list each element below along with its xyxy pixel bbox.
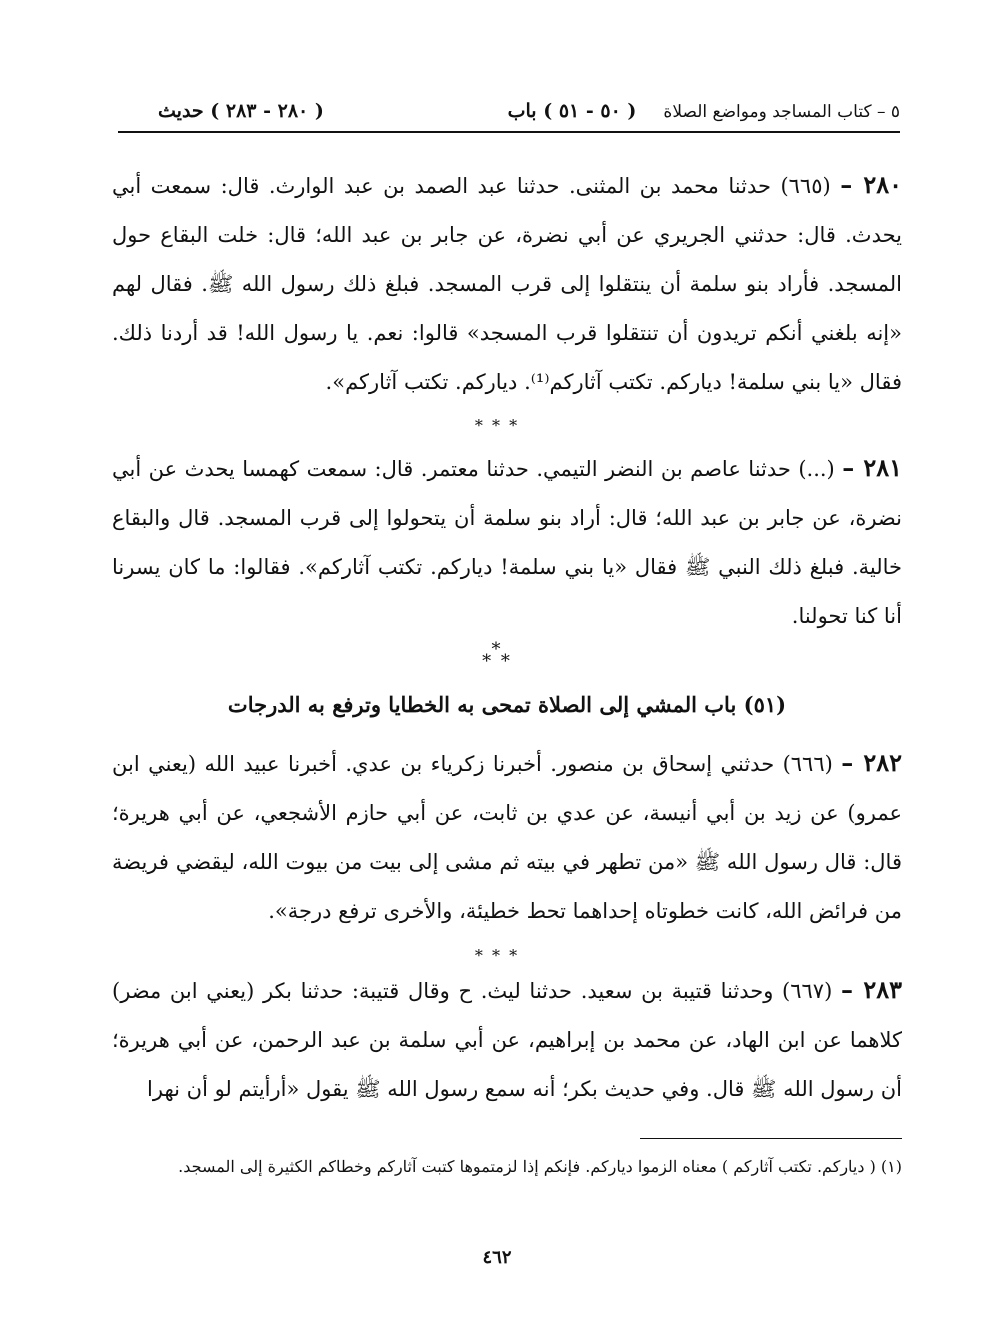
footnote-rule — [640, 1138, 902, 1139]
header-hadith-range: ( ٢٨٠ - ٢٨٣ ) حديث — [158, 100, 324, 122]
hadith-text: (٦٦٦) حدثني إسحاق بن منصور. أخبرنا زكرياء بن عدي. أخبرنا عبيد الله (يعني ابن عمرو) عن زيد بن أبي أنيسة، عن عدي بن ثابت، عن أبي حازم الأشجعي، عن أبي هريرة؛ قال: قال رسول الله ﷺ «من تطهر في بيته ثم مشى إلى بيت من بيوت الله، ليقضي فريضة من فرائض الله، كانت خطوتاه إحداهما تحط خطيئة، والأخرى ترفع درجة». — [112, 752, 902, 923]
footnote: (١) ( دياركم. تكتب آثاركم ) معناه الزموا دياركم. فإنكم إذا لزمتموها كتبت آثاركم وخطاكم الكثيرة إلى المسجد. — [178, 1157, 902, 1176]
header-bab-range: ( ٥٠ - ٥١ ) باب — [507, 100, 637, 122]
hadith-283 — [112, 965, 902, 1114]
hadith-text: (٦٦٥) حدثنا محمد بن المثنى. حدثنا عبد الصمد بن عبد الوارث. قال: سمعت أبي يحدث. قال: حدثني الجريري عن أبي نضرة، عن جابر بن عبد الله؛ قال: خلت البقاع حول المسجد. فأراد بنو سلمة أن ينتقلوا إلى قرب المسجد. فبلغ ذلك رسول الله ﷺ. فقال لهم «إنه بلغني أنكم تريدون أن تنتقلوا قرب المسجد» قالوا: نعم. يا رسول الله! قد أردنا ذلك. فقال «يا بني سلمة! دياركم. تكتب آثاركم⁽¹⁾. دياركم. تكتب آثاركم». — [112, 174, 902, 394]
hadith-282 — [112, 738, 902, 936]
hadith-281 — [112, 443, 902, 641]
header-rule — [118, 131, 900, 133]
hadith-number: ٢٨١ – — [842, 453, 902, 482]
header-hadith-info — [158, 100, 324, 122]
header-chapter-info — [508, 100, 900, 122]
header-chapter: ٥ – كتاب المساجد ومواضع الصلاة — [663, 102, 900, 122]
hadith-number: ٢٨٢ – — [841, 748, 902, 777]
chapter-title: (٥١) باب المشي إلى الصلاة تمحى به الخطايا وترفع به الدرجات — [227, 692, 787, 717]
running-header — [118, 94, 900, 130]
separator-stars: * * * — [474, 416, 520, 435]
hadith-text: (٦٦٧) وحدثنا قتيبة بن سعيد. حدثنا ليث. ح وقال قتيبة: حدثنا بكر (يعني ابن مضر) كلاهما عن ابن الهاد، عن محمد بن إبراهيم، عن أبي سلمة بن عبد الرحمن، عن أبي هريرة؛ أن رسول الله ﷺ قال. وفي حديث بكر؛ أنه سمع رسول الله ﷺ يقول «أرأيتم لو أن نهرا — [112, 979, 902, 1101]
section-separator: * * * — [482, 639, 512, 672]
hadith-280 — [112, 160, 902, 407]
separator-stars: * * * — [474, 946, 520, 965]
hadith-number: ٢٨٠ – — [840, 170, 903, 199]
hadith-text: (...) حدثنا عاصم بن النضر التيمي. حدثنا معتمر. قال: سمعت كهمسا يحدث عن أبي نضرة، عن جابر بن عبد الله؛ قال: أراد بنو سلمة أن يتحولوا إلى قرب المسجد. قال والبقاع خالية. فبلغ ذلك النبي ﷺ فقال «يا بني سلمة! دياركم. تكتب آثاركم». فقالوا: ما كان يسرنا أنا كنا تحولنا. — [112, 457, 902, 628]
page-number: ٤٦٢ — [482, 1247, 512, 1268]
hadith-number: ٢٨٣ – — [840, 975, 902, 1004]
